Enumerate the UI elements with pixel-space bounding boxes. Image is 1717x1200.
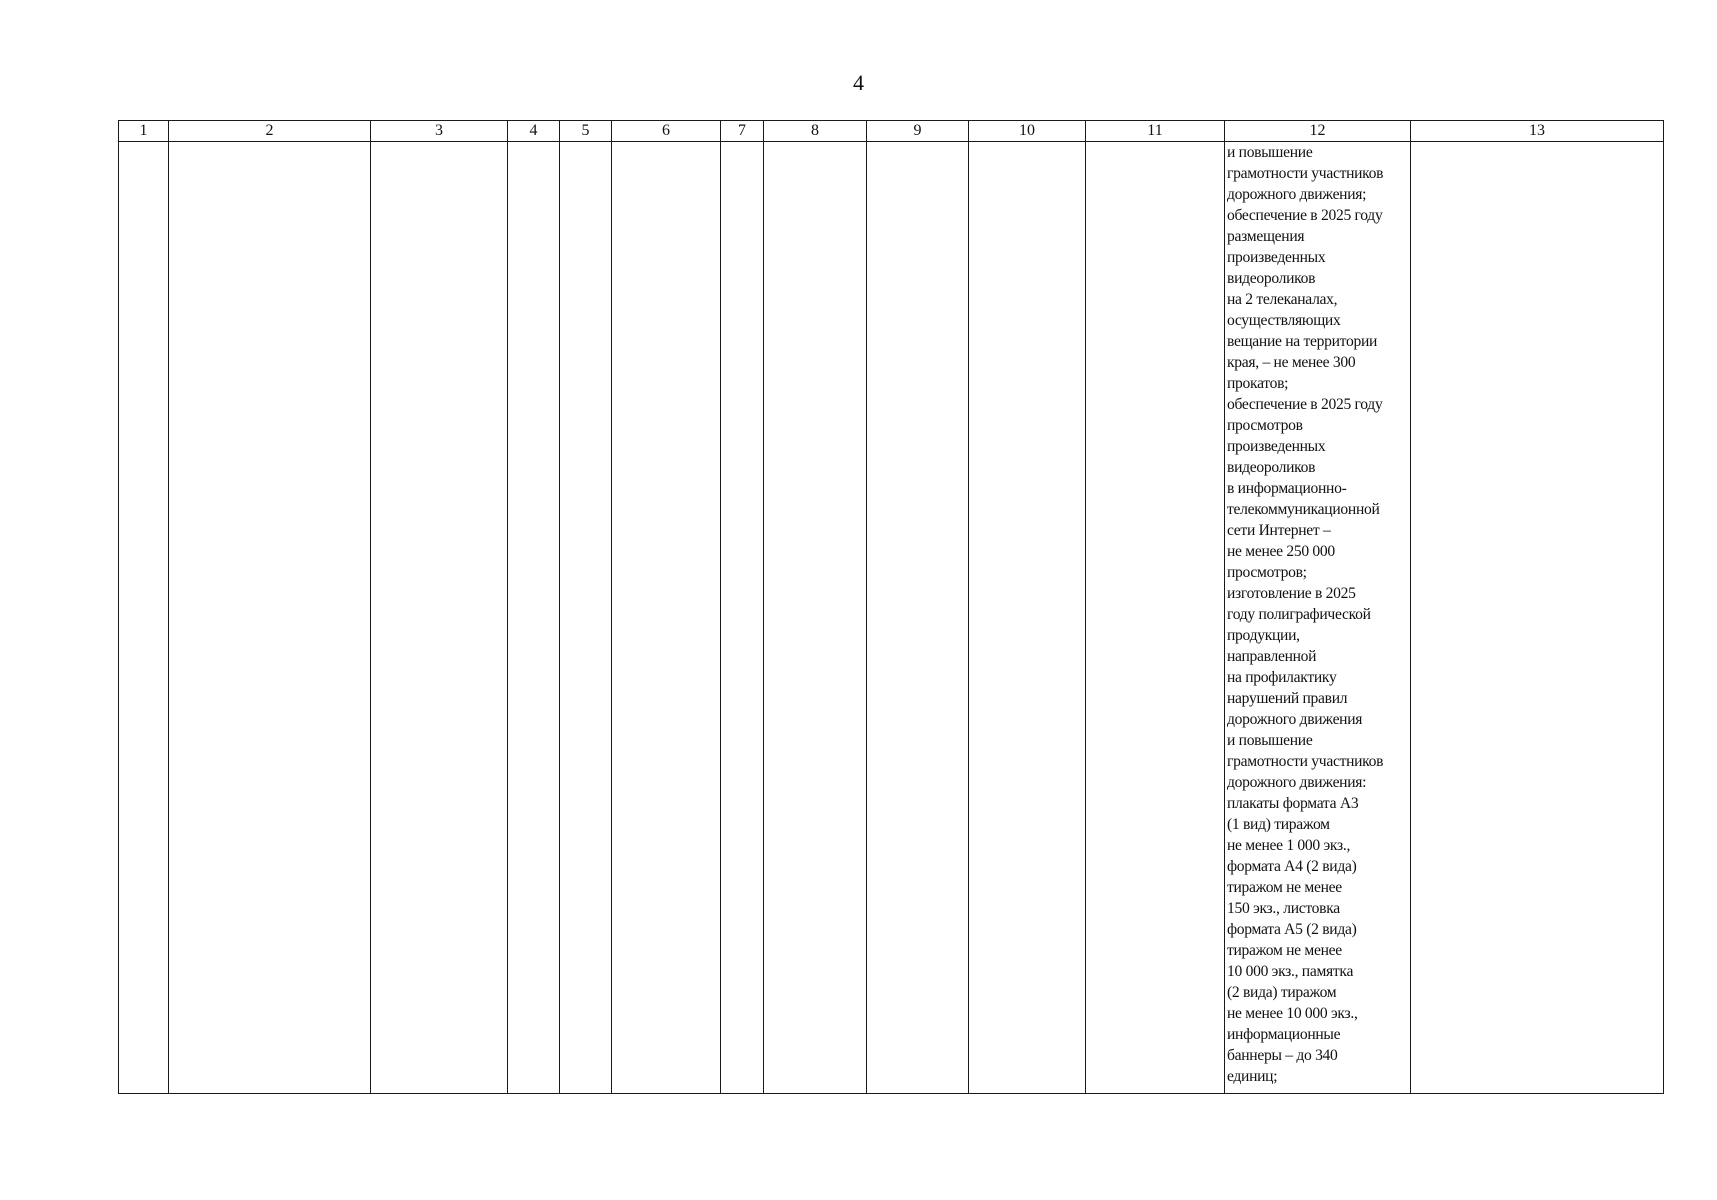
table-cell-12 <box>1225 142 1411 1094</box>
table-cell-1 <box>119 142 169 1094</box>
text-line: тиражом не менее <box>1227 879 1342 896</box>
text-line: 150 экз., листовка <box>1227 900 1340 917</box>
text-line: просмотров <box>1227 417 1303 434</box>
text-line: формата А4 (2 вида) <box>1227 858 1357 875</box>
text-line: произведенных <box>1227 438 1326 455</box>
text-line: прокатов; <box>1227 375 1289 392</box>
text-line: дорожного движения; <box>1227 186 1367 203</box>
column-header-2: 2 <box>169 121 371 142</box>
column-header-6: 6 <box>612 121 721 142</box>
text-line: осуществляющих <box>1227 312 1341 329</box>
column-header-3: 3 <box>371 121 508 142</box>
table-cell-3 <box>371 142 508 1094</box>
column-header-8: 8 <box>764 121 867 142</box>
text-line: плакаты формата А3 <box>1227 795 1359 812</box>
table-header-row <box>119 121 1664 142</box>
table-cell-4 <box>508 142 560 1094</box>
text-line: информационные <box>1227 1026 1341 1043</box>
text-line: просмотров; <box>1227 564 1307 581</box>
text-line: продукции, <box>1227 627 1300 644</box>
text-line: баннеры – до 340 <box>1227 1047 1338 1064</box>
page-number: 4 <box>853 70 864 95</box>
column-header-9: 9 <box>867 121 969 142</box>
table-cell-11 <box>1086 142 1225 1094</box>
table-cell-10 <box>969 142 1086 1094</box>
text-line: (2 вида) тиражом <box>1227 984 1337 1001</box>
text-line: обеспечение в 2025 году <box>1227 207 1383 224</box>
text-line: произведенных <box>1227 249 1326 266</box>
table-cell-8 <box>764 142 867 1094</box>
cell-12-text <box>1225 142 1410 1087</box>
text-line: видеороликов <box>1227 459 1316 476</box>
text-line: единиц; <box>1227 1068 1278 1085</box>
text-line: видеороликов <box>1227 270 1316 287</box>
text-line: году полиграфической <box>1227 606 1371 623</box>
text-line: и повышение <box>1227 144 1313 161</box>
text-line: формата А5 (2 вида) <box>1227 921 1357 938</box>
text-line: не менее 250 000 <box>1227 543 1335 560</box>
column-header-7: 7 <box>721 121 764 142</box>
text-line: и повышение <box>1227 732 1313 749</box>
text-line: на 2 телеканалах, <box>1227 291 1338 308</box>
document-table <box>118 120 1664 1094</box>
text-line: вещание на территории <box>1227 333 1378 350</box>
table-cell-7 <box>721 142 764 1094</box>
text-line: грамотности участников <box>1227 753 1384 770</box>
text-line: дорожного движения: <box>1227 774 1367 791</box>
text-line: грамотности участников <box>1227 165 1384 182</box>
table-cell-6 <box>612 142 721 1094</box>
table-cell-2 <box>169 142 371 1094</box>
text-line: края, – не менее 300 <box>1227 354 1356 371</box>
text-line: 10 000 экз., памятка <box>1227 963 1354 980</box>
table-cell-9 <box>867 142 969 1094</box>
text-line: не менее 1 000 экз., <box>1227 837 1351 854</box>
text-line: тиражом не менее <box>1227 942 1342 959</box>
text-line: направленной <box>1227 648 1317 665</box>
text-line: (1 вид) тиражом <box>1227 816 1330 833</box>
text-line: на профилактику <box>1227 669 1337 686</box>
text-line: не менее 10 000 экз., <box>1227 1005 1358 1022</box>
text-line: телекоммуникационной <box>1227 501 1380 518</box>
text-line: сети Интернет – <box>1227 522 1331 539</box>
column-header-13: 13 <box>1411 121 1664 142</box>
column-header-11: 11 <box>1086 121 1225 142</box>
text-line: в информационно- <box>1227 480 1347 497</box>
text-line: нарушений правил <box>1227 690 1348 707</box>
column-header-12: 12 <box>1225 121 1411 142</box>
table-cell-13 <box>1411 142 1664 1094</box>
column-header-1: 1 <box>119 121 169 142</box>
table-row <box>119 142 1664 1094</box>
table-cell-5 <box>560 142 612 1094</box>
text-line: изготовление в 2025 <box>1227 585 1356 602</box>
column-header-5: 5 <box>560 121 612 142</box>
text-line: размещения <box>1227 228 1305 245</box>
column-header-4: 4 <box>508 121 560 142</box>
text-line: обеспечение в 2025 году <box>1227 396 1383 413</box>
text-line: дорожного движения <box>1227 711 1363 728</box>
column-header-10: 10 <box>969 121 1086 142</box>
